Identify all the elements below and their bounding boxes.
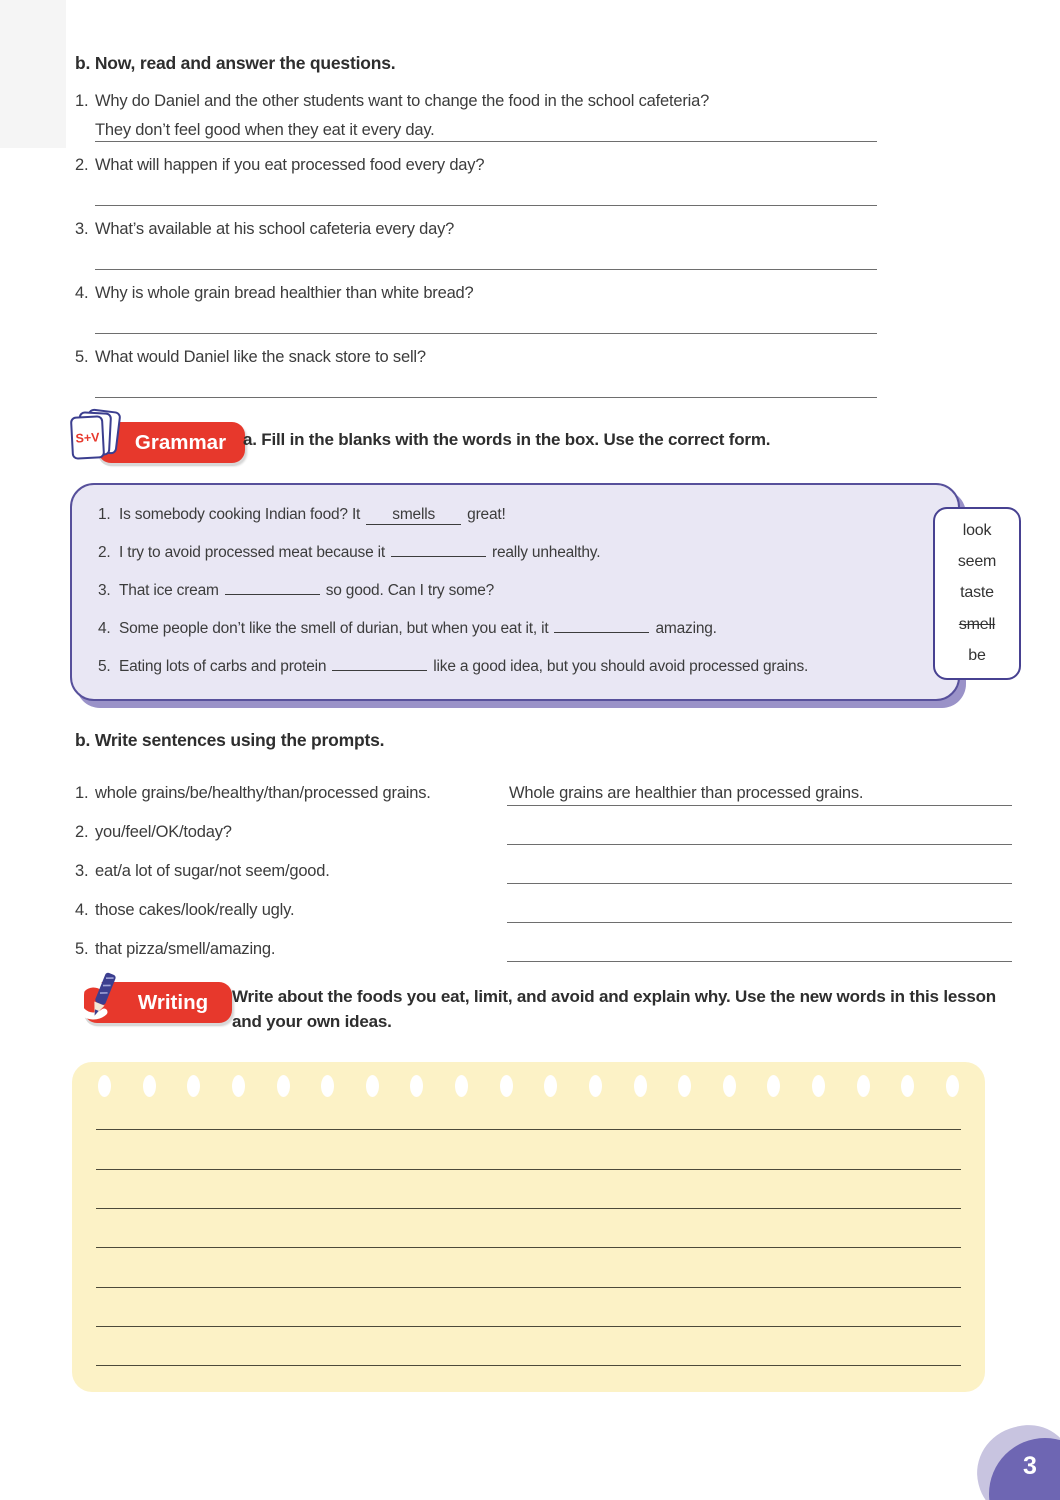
grammar-item-2 [98, 540, 938, 565]
writing-instruction: Write about the foods you eat, limit, and avoid and explain why. Use the new words in this lesson and your own ideas. [232, 987, 996, 1031]
notepad-holes [98, 1075, 959, 1097]
answer-text: Whole grains are healthier than processed grains. [509, 784, 864, 802]
question-text: Why is whole grain bread healthier than white bread? [95, 284, 474, 302]
prompt-number: 5. [75, 940, 89, 958]
writing-line [96, 1287, 961, 1288]
writing-line [96, 1129, 961, 1130]
question-number: 3. [75, 220, 89, 238]
fill-blank [225, 594, 320, 595]
write-sentences-section [75, 730, 1012, 962]
answer-text [507, 881, 509, 883]
grammar-item-1 [98, 502, 938, 527]
writing-notepad [72, 1062, 985, 1392]
question-text: Why do Daniel and the other students want to change the food in the school cafeteria? [95, 92, 710, 110]
prompt-row-2 [75, 806, 1012, 845]
grammar-exercise-box [70, 483, 997, 701]
word-bank-word: look [962, 522, 992, 540]
writing-line [96, 1326, 961, 1327]
reading-questions-section [75, 53, 877, 410]
question-text: What will happen if you eat processed food every day? [95, 156, 485, 174]
fill-blank: smells [366, 505, 461, 525]
question-text: What’s available at his school cafeteria every day? [95, 220, 455, 238]
item-number: 4. [98, 620, 111, 637]
item-text: That ice cream so good. Can I try some? [119, 582, 495, 599]
prompt-row-1 [75, 767, 1012, 806]
writing-line [96, 1208, 961, 1209]
word-bank-word: taste [960, 584, 994, 602]
grammar-badge [70, 410, 245, 470]
writing-line [96, 1365, 961, 1366]
page-number: 3 [1023, 1452, 1037, 1480]
reading-section-header: b. Now, read and answer the questions. [75, 53, 396, 73]
prompt-text: you/feel/OK/today? [95, 823, 232, 841]
item-text: Is somebody cooking Indian food? It smells great! [119, 506, 506, 523]
answer-line [507, 767, 1012, 806]
prompt-number: 3. [75, 862, 89, 880]
prompts-section-header: b. Write sentences using the prompts. [75, 730, 385, 750]
answer-text: They don’t feel good when they eat it every day. [95, 121, 435, 139]
prompt-text: those cakes/look/really ugly. [95, 901, 295, 919]
answer-line [95, 304, 877, 334]
flashcards-icon: S+V [70, 415, 105, 460]
answer-line [507, 923, 1012, 962]
answer-line [507, 884, 1012, 923]
word-bank-word-crossed: smell [958, 615, 996, 633]
fill-blank [391, 556, 486, 557]
grammar-item-5 [98, 654, 938, 679]
question-number: 2. [75, 156, 89, 174]
answer-text [507, 959, 509, 961]
item-number: 1. [98, 506, 111, 523]
item-number: 5. [98, 658, 111, 675]
word-bank-box [933, 507, 1021, 680]
question-number: 4. [75, 284, 89, 302]
prompt-row-4 [75, 884, 1012, 923]
fill-blank [332, 670, 427, 671]
answer-text [507, 920, 509, 922]
prompt-row-3 [75, 845, 1012, 884]
prompt-text: eat/a lot of sugar/not seem/good. [95, 862, 330, 880]
scan-edge-shading [0, 0, 66, 148]
grammar-instruction: a. Fill in the blanks with the words in the box. Use the correct form. [243, 430, 771, 449]
question-number: 5. [75, 348, 89, 366]
question-block-3 [75, 218, 877, 270]
grammar-badge-pill: Grammar [98, 422, 245, 463]
prompt-number: 2. [75, 823, 89, 841]
item-number: 2. [98, 544, 111, 561]
answer-line [95, 176, 877, 206]
prompt-number: 4. [75, 901, 89, 919]
grammar-item-4 [98, 616, 938, 641]
word-bank-word: be [968, 646, 986, 664]
fill-blank [554, 632, 649, 633]
answer-line [95, 368, 877, 398]
word-bank-word: seem [957, 553, 997, 571]
question-block-4 [75, 282, 877, 334]
pencil-icon [68, 966, 126, 1030]
question-block-2 [75, 154, 877, 206]
prompt-number: 1. [75, 784, 89, 802]
prompt-row-5 [75, 923, 1012, 962]
item-number: 3. [98, 582, 111, 599]
question-block-1 [75, 90, 877, 142]
answer-line [507, 806, 1012, 845]
writing-line [96, 1247, 961, 1248]
prompt-text: that pizza/smell/amazing. [95, 940, 276, 958]
item-text: Eating lots of carbs and protein like a good idea, but you should avoid processed grains. [119, 658, 809, 675]
question-block-5 [75, 346, 877, 398]
answer-text [507, 842, 509, 844]
prompt-text: whole grains/be/healthy/than/processed grains. [95, 784, 431, 802]
writing-line [96, 1169, 961, 1170]
answer-line [507, 845, 1012, 884]
answer-line [95, 112, 877, 142]
question-text: What would Daniel like the snack store to sell? [95, 348, 426, 366]
writing-badge-pill: Writing [84, 982, 232, 1023]
answer-line [95, 240, 877, 270]
grammar-item-3 [98, 578, 938, 603]
item-text: I try to avoid processed meat because it really unhealthy. [119, 544, 601, 561]
question-number: 1. [75, 92, 89, 110]
item-text: Some people don’t like the smell of durian, but when you eat it, it amazing. [119, 620, 717, 637]
